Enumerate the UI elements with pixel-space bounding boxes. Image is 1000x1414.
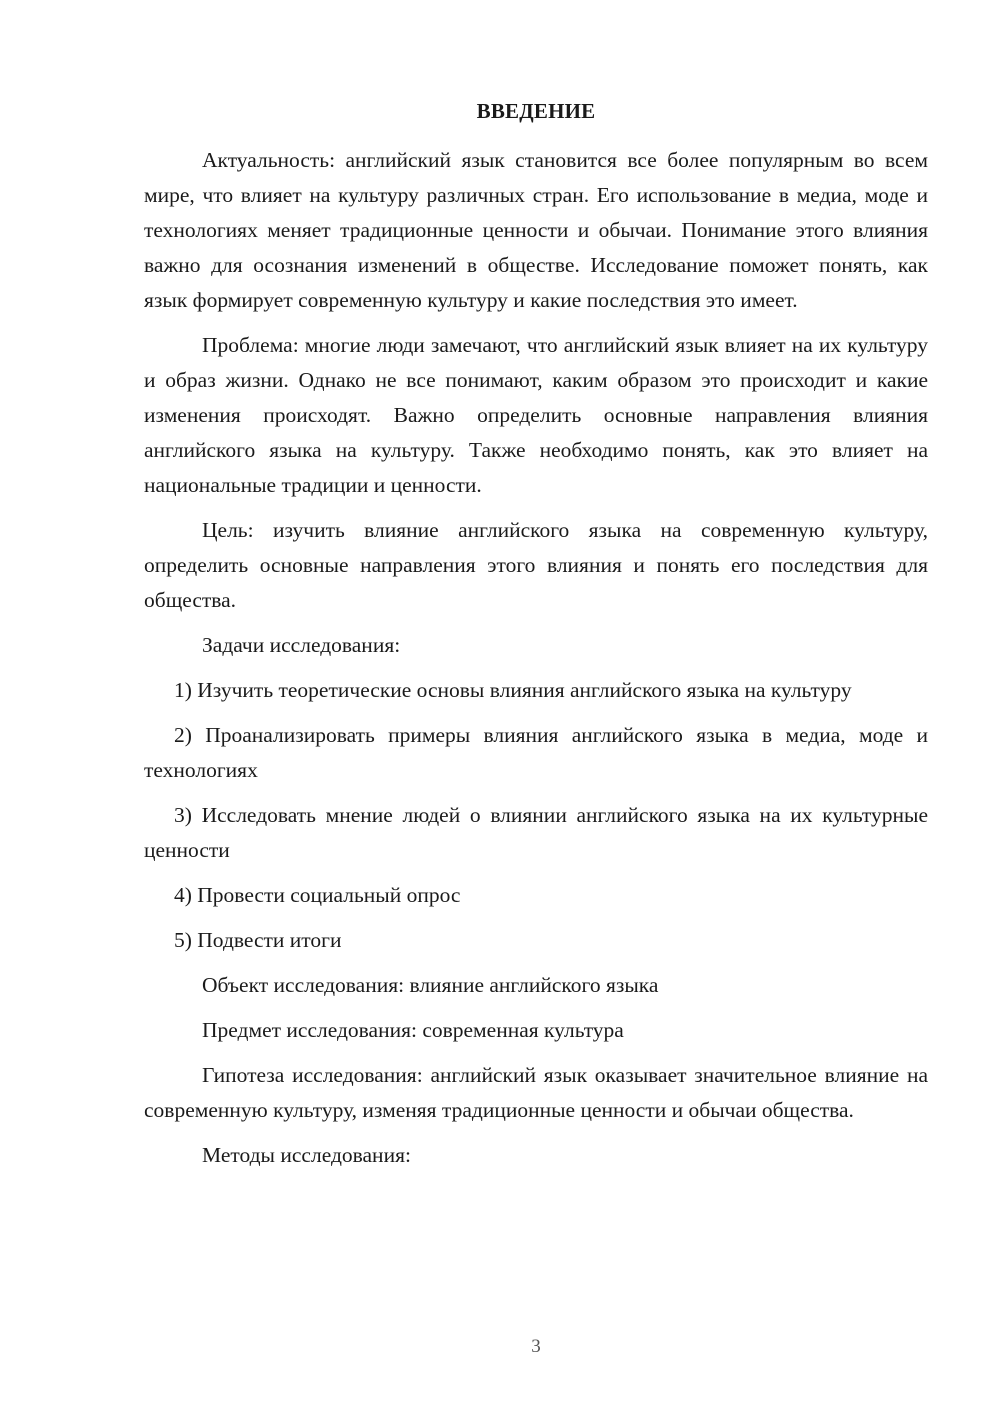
relevance-paragraph: Актуальность: английский язык становится все более популярным во всем мире, что влияет на культуру различных стран. Его использование в медиа, моде и технологиях меняет традиционные ценности и обычаи. Понимание этого влияния важно для осознания изменений в обществе. Исследование поможет понять, как язык формирует современную культуру и какие последствия это имеет. xyxy=(144,148,928,312)
page-number: 3 xyxy=(531,1336,541,1357)
problem-paragraph: Проблема: многие люди замечают, что английский язык влияет на их культуру и образ жизни. Однако не все понимают, каким образом это происходит и какие изменения происходят. Важно определить основные направления влияния английского языка на культуру. Также необходимо понять, как это влияет на национальные традиции и ценности. xyxy=(144,333,928,497)
object-paragraph: Объект исследования: влияние английского языка xyxy=(202,973,659,997)
tasks-title: Задачи исследования: xyxy=(202,633,401,657)
task-item-1: 1) Изучить теоретические основы влияния английского языка на культуру xyxy=(174,678,852,702)
task-item-3: 3) Исследовать мнение людей о влиянии английского языка на их культурные ценности xyxy=(144,803,928,862)
methods-title: Методы исследования: xyxy=(202,1143,411,1167)
page-title: ВВЕДЕНИЕ xyxy=(476,99,596,123)
goal-paragraph: Цель: изучить влияние английского языка на современную культуру, определить основные направления этого влияния и понять его последствия для общества. xyxy=(144,518,928,612)
hypothesis-paragraph: Гипотеза исследования: английский язык оказывает значительное влияние на современную культуру, изменяя традиционные ценности и обычаи общества. xyxy=(144,1063,928,1122)
subject-paragraph: Предмет исследования: современная культура xyxy=(202,1018,624,1042)
task-item-4: 4) Провести социальный опрос xyxy=(174,883,461,907)
document-body xyxy=(144,143,928,1173)
task-item-2: 2) Проанализировать примеры влияния английского языка в медиа, моде и технологиях xyxy=(144,723,928,782)
task-item-5: 5) Подвести итоги xyxy=(174,928,342,952)
